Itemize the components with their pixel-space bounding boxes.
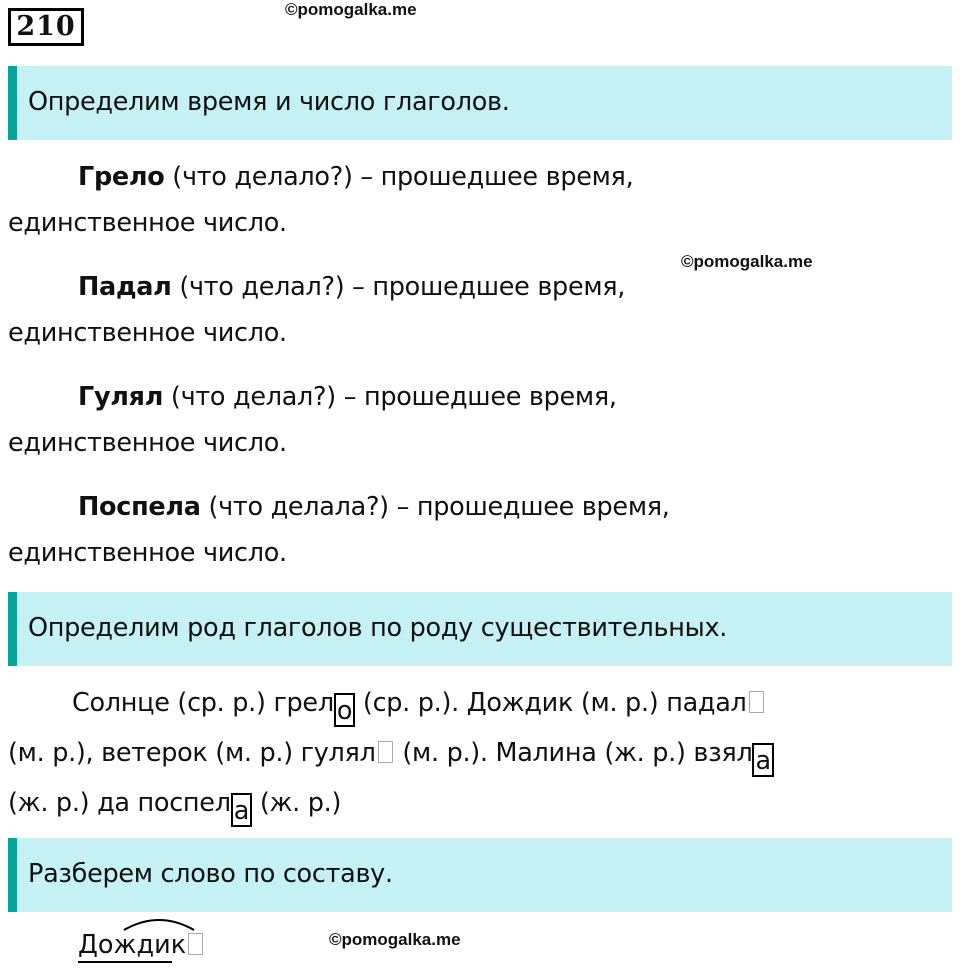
verb-description: (что делало?) – прошедшее время, [164,162,634,192]
verb-line-grelo [78,162,633,192]
watermark-top: ©pomogalka.me [285,0,417,19]
banner-label: Определим время и число глаголов. [28,87,510,117]
verb-number-line: единственное число. [8,318,287,348]
empty-ending-icon [749,691,764,713]
banner-label: Определим род глаголов по роду существительных. [28,613,728,643]
watermark-bottom: ©pomogalka.me [329,930,461,949]
verb-word: Поспела [78,492,201,522]
verb-line-gulyal [78,382,617,412]
verb-number-line: единственное число. [8,538,287,568]
ending-box: а [752,743,773,777]
text-fragment: Солнце (ср. р.) грел [72,688,334,718]
section-banner-gender [8,592,952,666]
gender-line-1 [72,688,766,727]
verb-description: (что делала?) – прошедшее время, [200,492,670,522]
empty-ending-icon [188,933,203,955]
text-fragment: (м. р.). Малина (ж. р.) взял [394,738,753,768]
verb-line-padal [78,272,625,302]
verb-number-line: единственное число. [8,428,287,458]
verb-word: Падал [78,272,172,302]
morphology-word [78,930,205,960]
text-fragment: (ср. р.). Дождик (м. р.) падал [355,688,747,718]
ending-box: а [231,793,252,827]
morphology-word-text: Дождик [78,930,187,960]
text-fragment: (ж. р.) да поспел [8,788,231,818]
verb-description: (что делал?) – прошедшее время, [163,382,617,412]
text-fragment: (м. р.), ветерок (м. р.) гулял [8,738,376,768]
section-banner-morphology [8,838,952,912]
section-banner-time-number [8,66,952,140]
verb-line-pospela [78,492,670,522]
verb-word: Грело [78,162,165,192]
banner-label: Разберем слово по составу. [28,859,393,889]
task-number: 210 [8,8,84,46]
empty-ending-icon [378,741,393,763]
gender-line-3 [8,788,341,827]
morpheme-word [78,930,186,960]
verb-description: (что делал?) – прошедшее время, [171,272,626,302]
text-fragment: (ж. р.) [252,788,342,818]
gender-line-2 [8,738,774,777]
base-underline-icon [78,961,172,963]
watermark-middle: ©pomogalka.me [681,252,813,271]
verb-number-line: единственное число. [8,208,287,238]
verb-word: Гулял [78,382,164,412]
ending-box: о [334,693,355,727]
root-arc-icon [122,914,196,932]
